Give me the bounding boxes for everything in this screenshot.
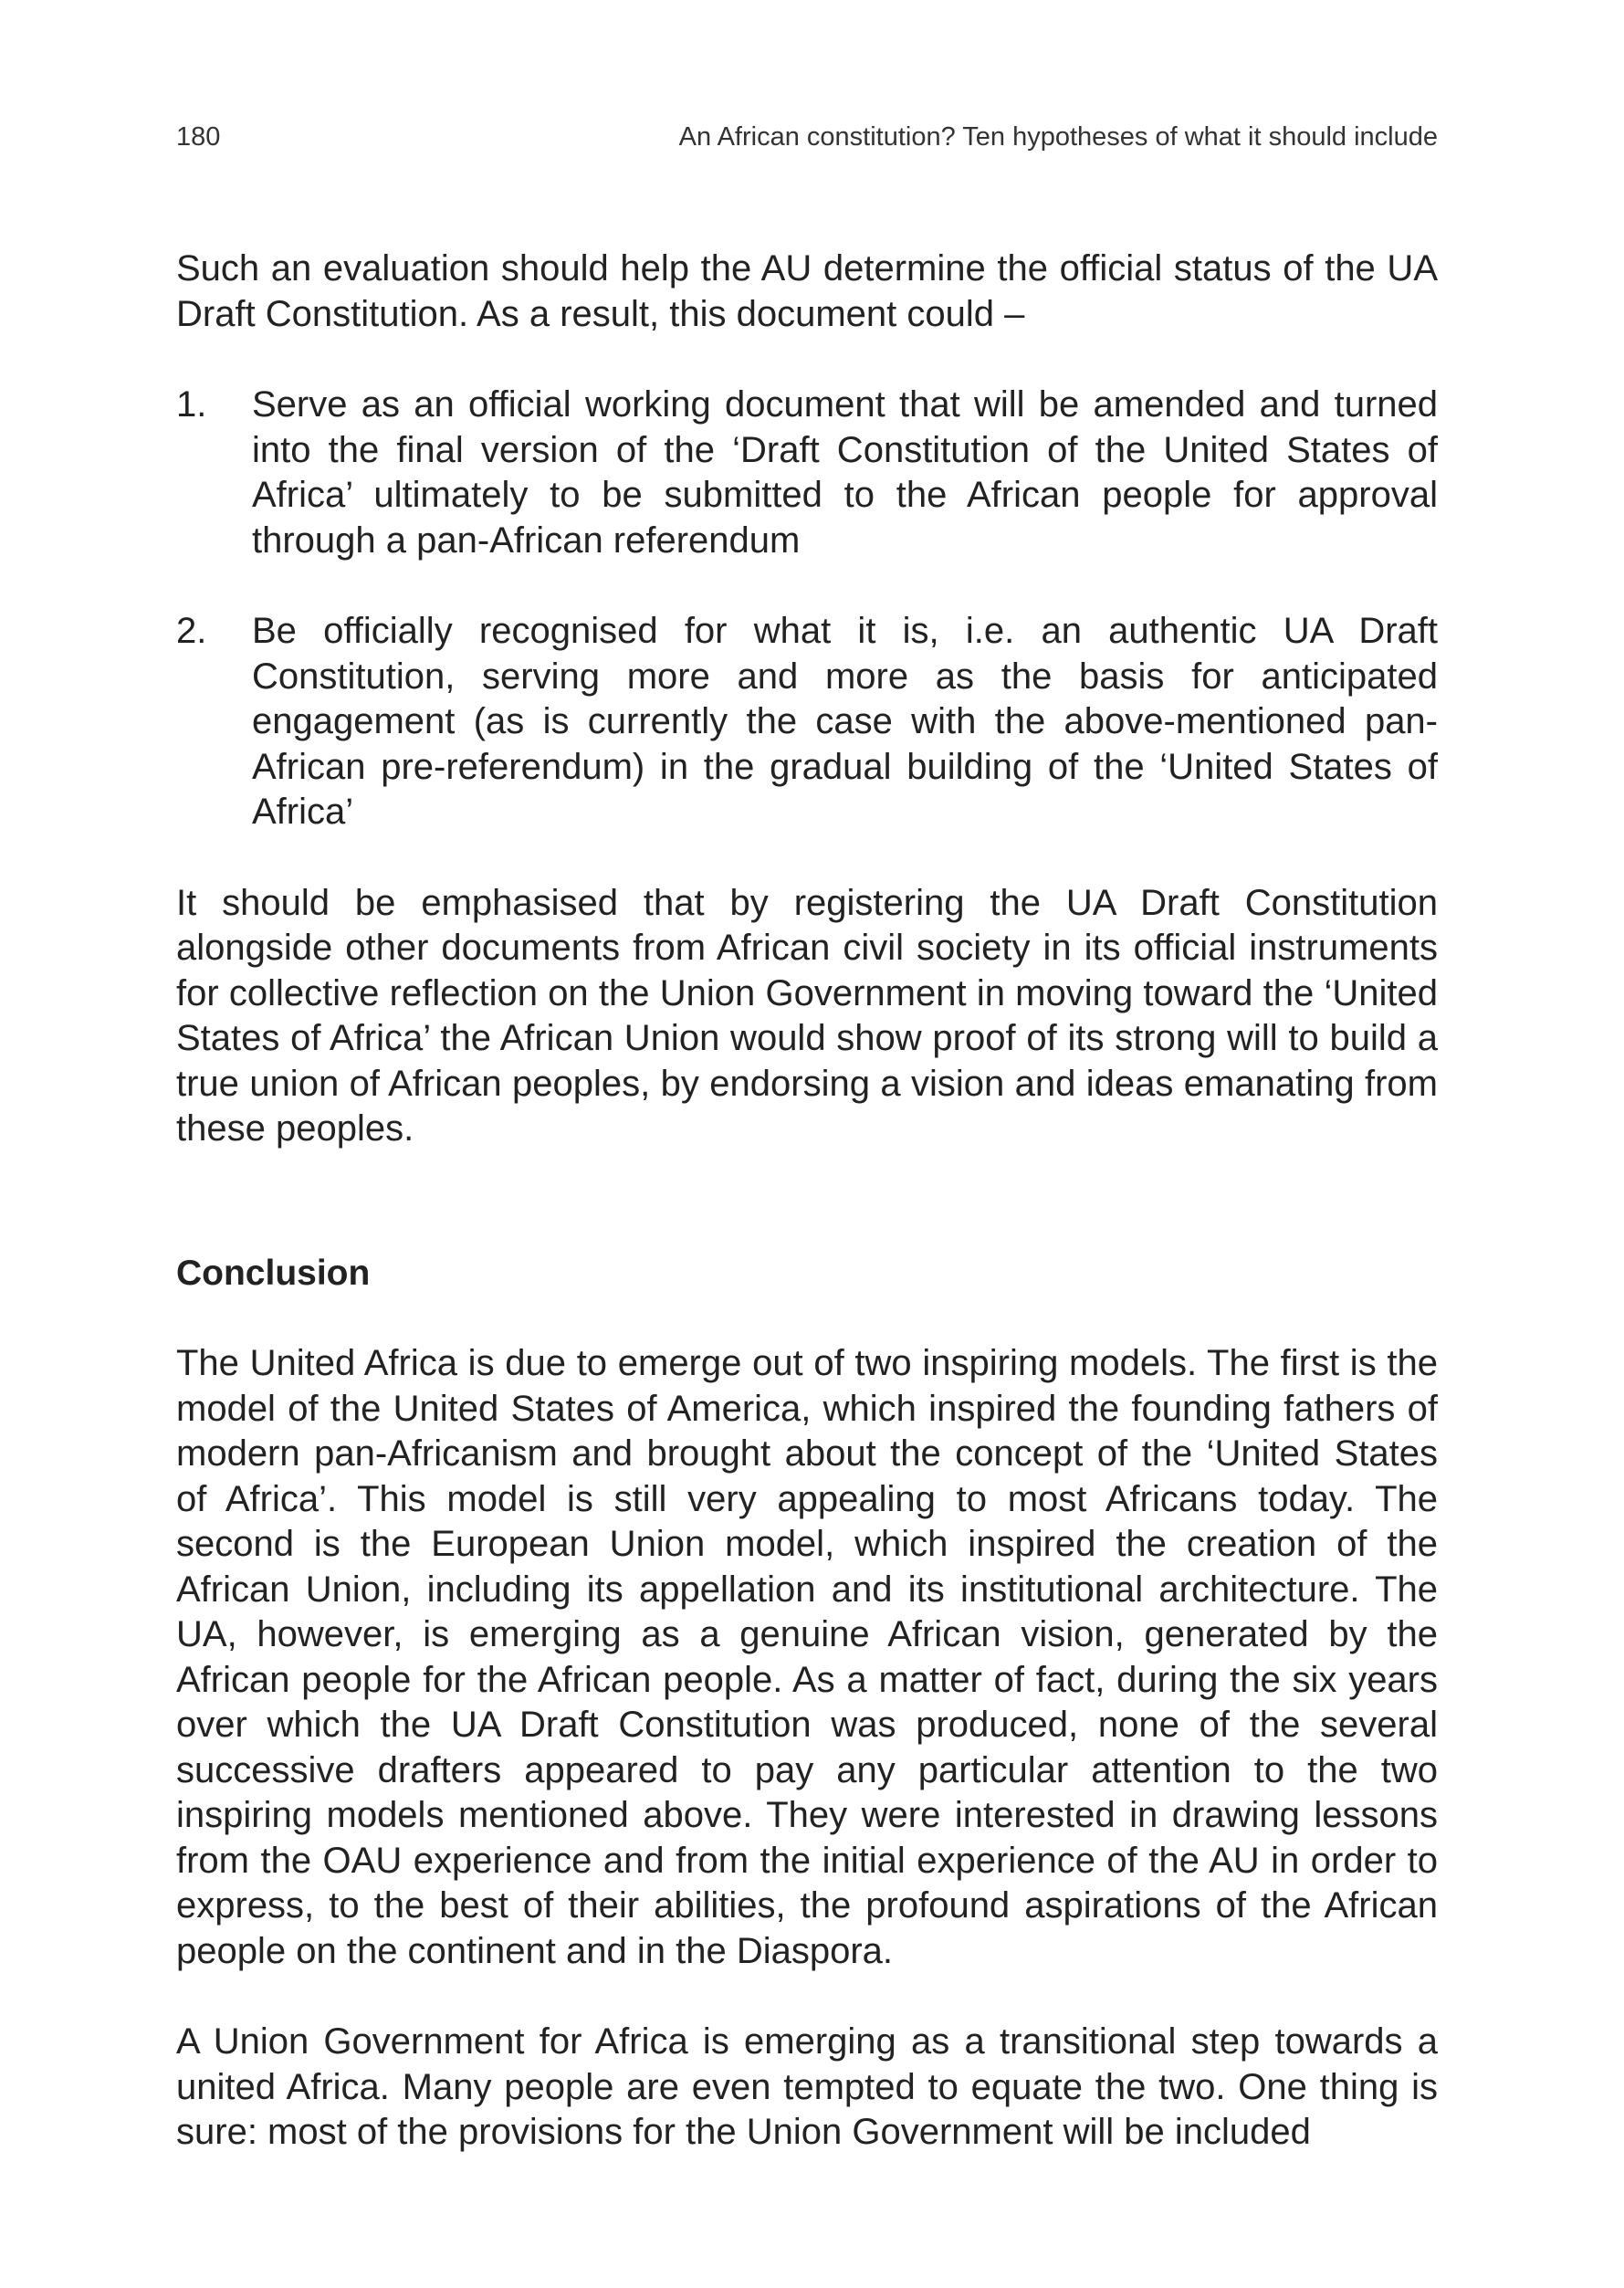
- list-item-text: Be officially recognised for what it is, i.e. an authentic UA Draft Constitution, serving more and more as the basis for anticipated engagement (as is currently the case with the above-mentioned pan-African pre-referendum) in the gradual building of the ‘United States of Africa’: [252, 611, 1438, 832]
- emphasis-paragraph: It should be emphasised that by registering the UA Draft Constitution alongside other documents from African civil society in its official instruments for collective reflection on the Union Government in moving toward the ‘United States of Africa’ the African Union would show proof of its strong will to build a true union of African peoples, by endorsing a vision and ideas emanating from these peoples.: [176, 882, 1438, 1149]
- options-list: [176, 383, 1438, 835]
- conclusion-heading: Conclusion: [176, 1253, 371, 1293]
- running-header: [176, 119, 1438, 155]
- list-item-number: 2.: [176, 611, 207, 651]
- list-item: [176, 383, 1438, 563]
- list-item: [176, 609, 1438, 835]
- running-title: An African constitution? Ten hypotheses of what it should include: [678, 122, 1438, 152]
- conclusion-paragraph-1: The United Africa is due to emerge out of two inspiring models. The first is the model of the United States of America, which inspired the founding fathers of modern pan-Africanism and brought about the concept of the ‘United States of Africa’. This model is still very appealing to most Africans today. The second is the European Union model, which inspired the creation of the African Union, including its appellation and its institutional architecture. The UA, however, is emerging as a genuine African vision, generated by the African people for the African people. As a matter of fact, during the six years over which the UA Draft Constitution was produced, none of the several successive drafters appeared to pay any particular attention to the two inspiring models mentioned above. They were interested in drawing lessons from the OAU experience and from the initial experience of the AU in order to express, to the best of their abilities, the profound aspirations of the African people on the continent and in the Diaspora.: [176, 1343, 1438, 1971]
- intro-paragraph: Such an evaluation should help the AU determine the official status of the UA Draft Constitution. As a result, this document could –: [176, 248, 1438, 334]
- conclusion-paragraph-2: A Union Government for Africa is emerging as a transitional step towards a united Africa. Many people are even tempted to equate the two. One thing is sure: most of the provisions for the Union Government will be included: [176, 2021, 1438, 2152]
- page-number: 180: [176, 122, 221, 152]
- body-text: [176, 247, 1438, 2156]
- list-item-number: 1.: [176, 384, 207, 425]
- list-item-text: Serve as an official working document that will be amended and turned into the final version of the ‘Draft Constitution of the United States of Africa’ ultimately to be submitted to the African people for approval through a pan-African referendum: [252, 384, 1438, 561]
